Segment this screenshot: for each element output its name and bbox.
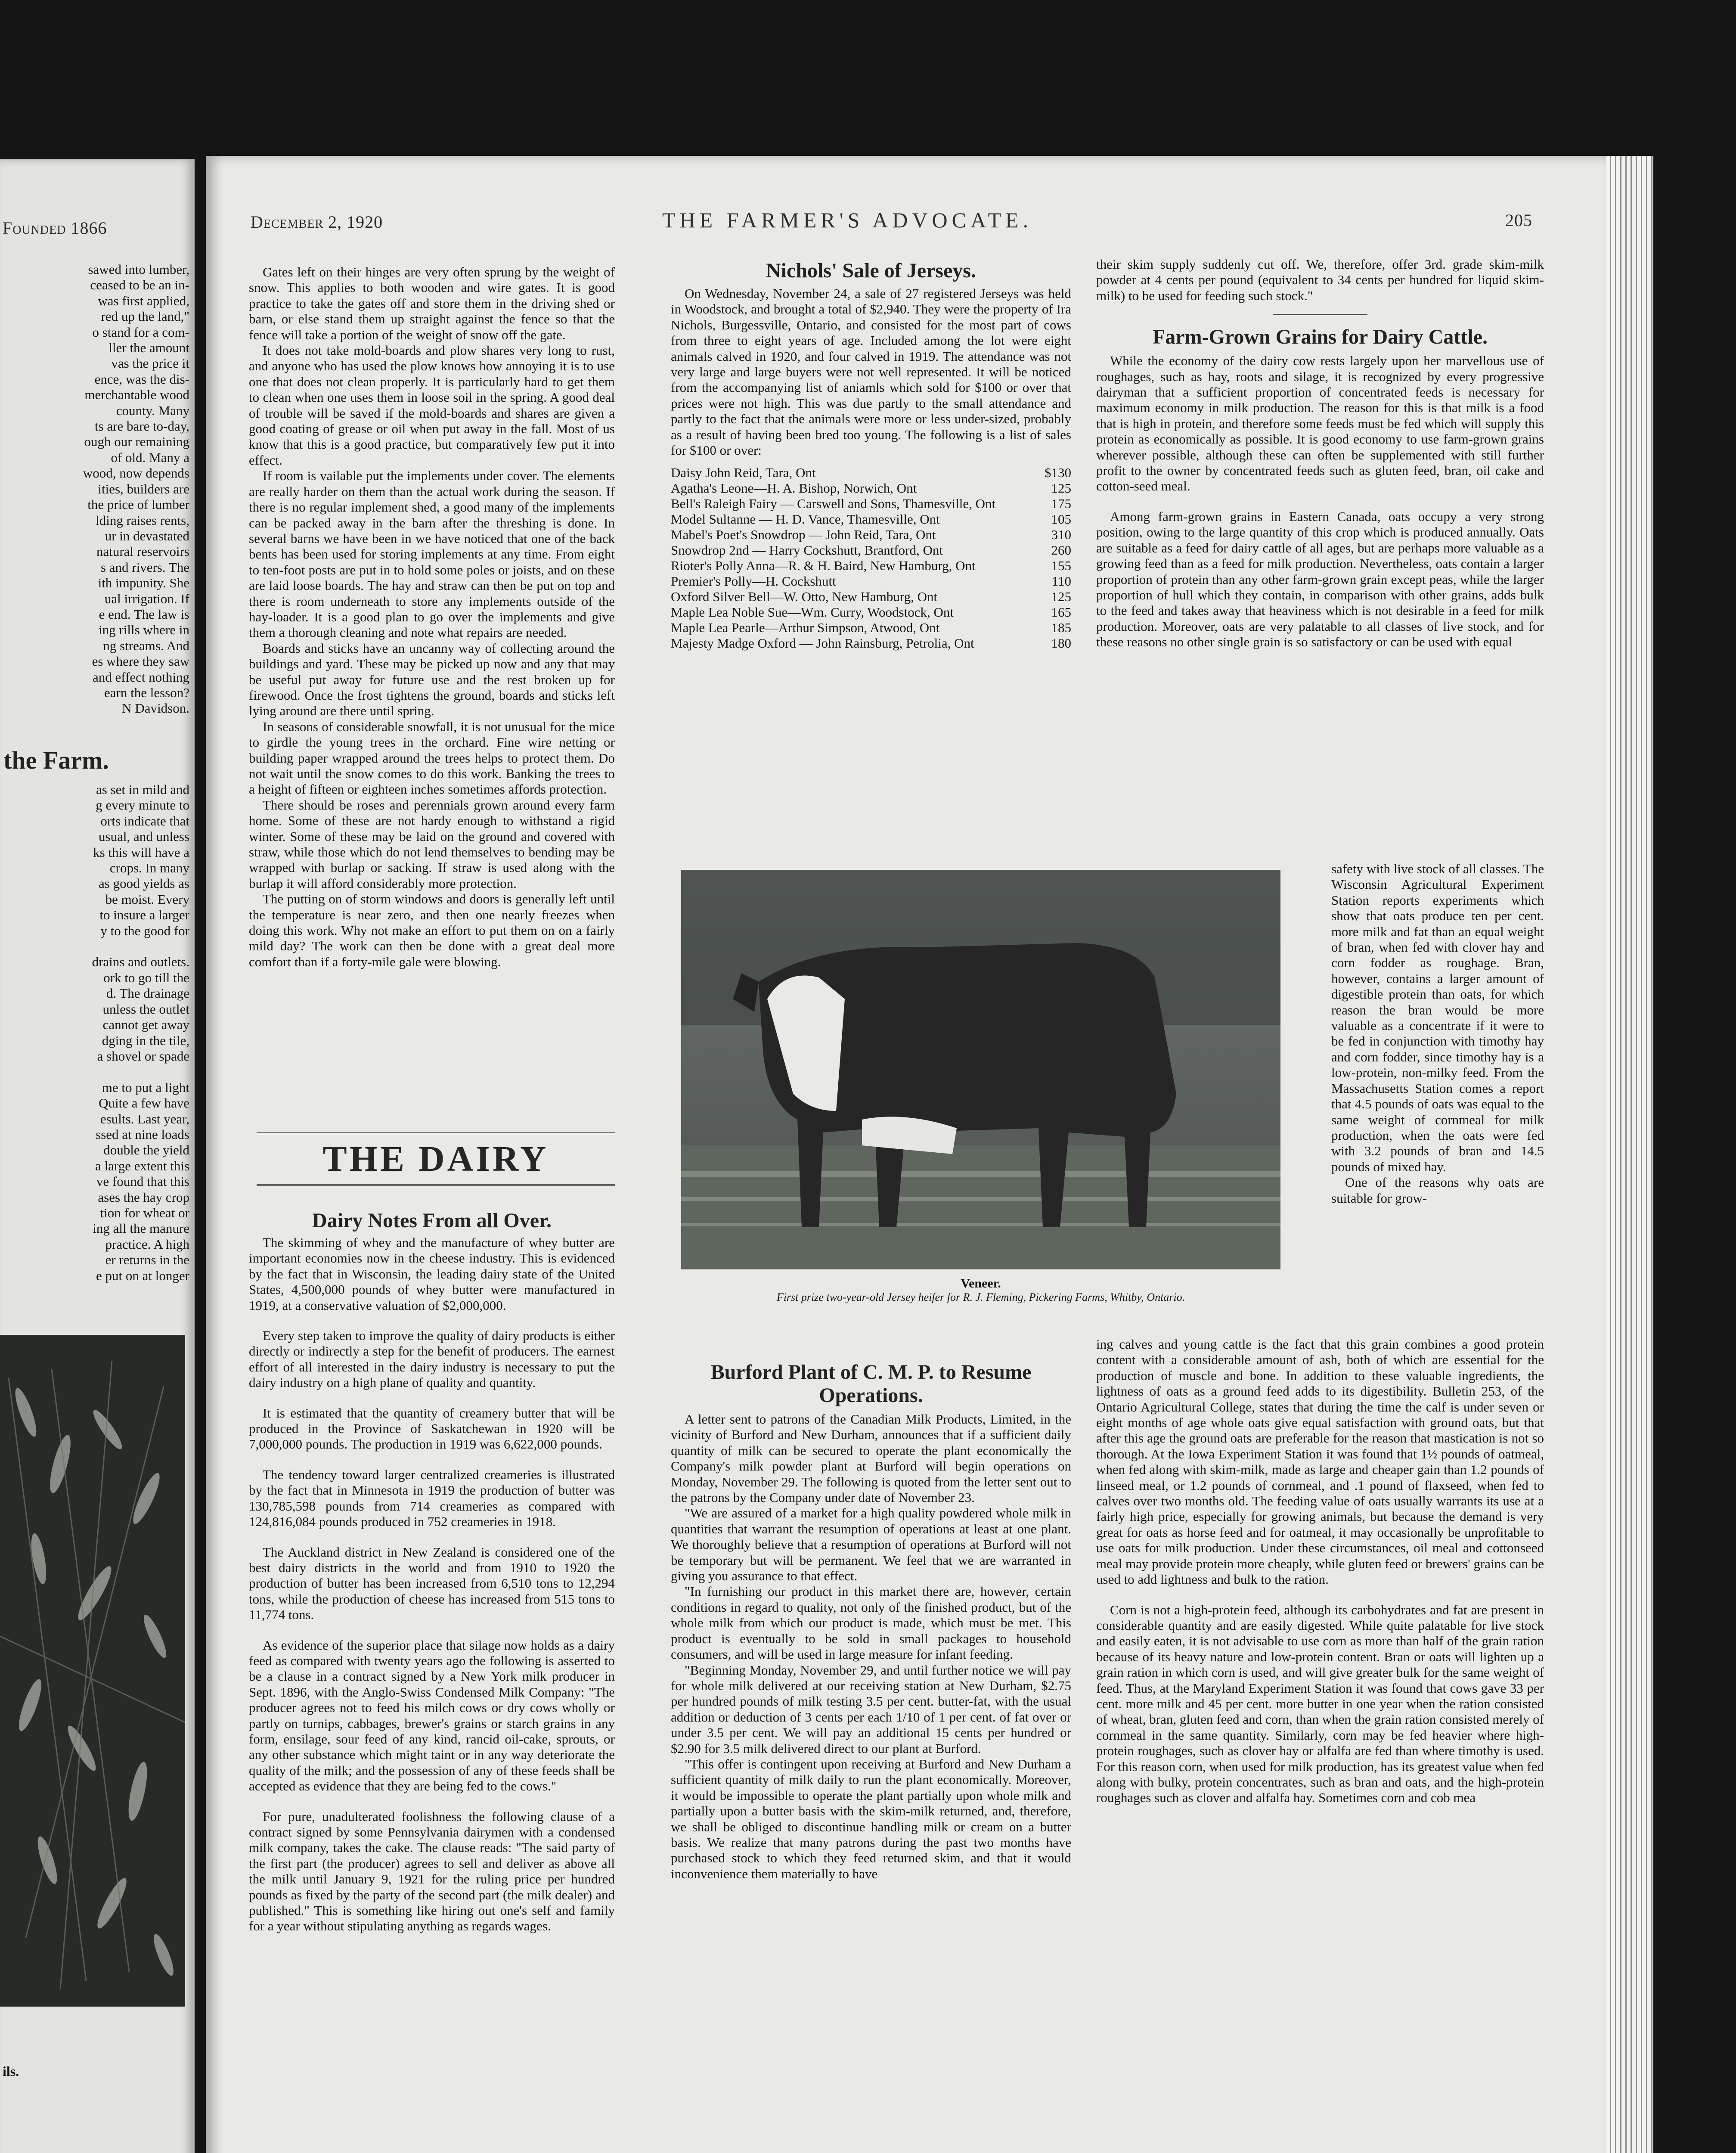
text-line: es where they saw — [92, 654, 189, 669]
sale-price: $130 — [1045, 465, 1071, 481]
text-line: d. The drainage — [106, 986, 189, 1001]
paragraph: The putting on of storm windows and doors is generally left until the temperature is near zero, and then one nearly freezes when doing this work. Why not make an effort to put them on on a fairly mild day? The work can then be done with a great deal more comfort than if a forty-mile gale were blowing. — [249, 891, 615, 969]
paragraph: Boards and sticks have an uncanny way of collecting around the buildings and yard. These may be picked up now and any that may be useful put away for future use and the rest broken up for firewood. Once the frost tightens the ground, boards and sticks left lying around are there until spring. — [249, 640, 615, 719]
paragraph: A letter sent to patrons of the Canadian Milk Products, Limited, in the vicinity of Burford and New Durham, announces that if a sufficient daily quantity of milk can be secured to operate the plant economically the Company's milk powder plant at Burford will begin operations on Monday, November 29. The following is quoted from the letter sent out to the patrons by the Company under date of November 23. — [671, 1412, 1071, 1505]
dairy-notes-title: Dairy Notes From all Over. — [312, 1209, 552, 1232]
text-line: ual irrigation. If — [104, 591, 189, 606]
grains-paragraph-2: Among farm-grown grains in Eastern Canada, oats occupy a very strong position, owing to the large quantity of this crop which is produced annually. Oats are suitable as a feed for dairy cattle of all ages, but are perhaps more valuable as a growing feed than as a feed for milk production. Nevertheless, oats contain a larger proportion of protein than any other farm-grown grain except peas, while the larger proportion of hull which they contain, in comparison with other grains, adds bulk to the feed and takes away that heaviness which is not desirable in a feed for milk production. Moreover, oats are very palatable to all classes of live stock, and for these reasons no other single grain is so satisfactory or can be used with equal — [1096, 509, 1544, 650]
sale-animal-buyer: Mabel's Poet's Snowdrop — John Reid, Tara, Ont — [671, 527, 936, 543]
sale-animal-buyer: Snowdrop 2nd — Harry Cockshutt, Brantford, Ont — [671, 543, 943, 558]
left-heading: the Farm. — [3, 746, 109, 774]
text-line: Quite a few have — [99, 1095, 189, 1111]
text-line: usual, and unless — [99, 829, 189, 844]
text-line: ng streams. And — [103, 638, 189, 653]
sale-row — [671, 481, 1071, 496]
paragraph: As evidence of the superior place that silage now holds as a dairy feed as compared with twenty years ago the following is asserted to be a clause in a contract signed by a New York milk producer in Sept. 1896, with the Anglo-Swiss Condensed Milk Company: "The producer agrees not to feed his milch cows or dry cows wholly or partly on turnips, cabbages, brewer's grains or starch grains in any form, ensilage, sour feed of any kind, rancid oil-cake, sprouts, or any other substance which might taint or in any way deteriorate the quality of the milk; and the possession of any of these feeds shall be accepted as evidence that they are being fed to the cows." — [249, 1637, 615, 1794]
text-line: me to put a light — [102, 1080, 189, 1095]
text-line: sawed into lumber, — [88, 262, 189, 277]
text-line: N Davidson. — [122, 701, 189, 716]
sale-price: 310 — [1051, 527, 1071, 543]
sale-price: 125 — [1051, 589, 1071, 605]
sale-animal-buyer: Rioter's Polly Anna—R. & H. Baird, New Hamburg, Ont — [671, 558, 976, 574]
text-line: cannot get away — [102, 1017, 189, 1033]
sale-price: 155 — [1051, 558, 1071, 574]
grains-narrow-text-2: One of the reasons why oats are suitable for grow- — [1331, 1175, 1544, 1206]
text-line: be moist. Every — [105, 891, 189, 907]
text-line: y to the good for — [100, 923, 189, 938]
sale-animal-buyer: Maple Lea Noble Sue—Wm. Curry, Woodstock, Ont — [671, 605, 954, 620]
grains-narrow-column — [1331, 861, 1544, 1206]
sale-row — [671, 558, 1071, 574]
sale-animal-buyer: Maple Lea Pearle—Arthur Simpson, Atwood, Ont — [671, 620, 940, 636]
text-line: a large extent this — [95, 1158, 189, 1173]
sale-price: 260 — [1051, 543, 1071, 558]
sale-price: 125 — [1051, 481, 1071, 496]
text-line: lding raises rents, — [96, 512, 189, 528]
text-line — [0, 939, 189, 954]
text-line: g every minute to — [96, 797, 189, 813]
left-page-photo — [0, 1335, 185, 2007]
paragraph: The tendency toward larger centralized creameries is illustrated by the fact that in Minnesota in 1919 the production of butter was 130,785,598 pounds from 714 creameries as compared with 124,816,084 pounds produced in 752 creameries in 1918. — [249, 1467, 615, 1529]
text-line: ceased to be an in- — [90, 277, 189, 293]
sale-row — [671, 527, 1071, 543]
grains-paragraph-1: While the economy of the dairy cow rests largely upon her marvellous use of roughages, such as hay, roots and silage, it is recognized by every progressive dairyman that a sufficient proportion of concentrated feeds is necessary for maximum economy in milk production. The reason for this is that milk is a food that is high in protein, and therefore some feeds must be fed which will supply this protein as economically as possible. It is good economy to use farm-grown grains wherever possible, although these can often be supplemented with still further profit to the owner by concentrated feeds such as gluten feed, bran, oil cake and cotton-seed meal. — [1096, 353, 1544, 494]
text-line: and effect nothing — [93, 669, 189, 685]
grain-sheaf-photo — [0, 1335, 185, 2007]
paragraph: In seasons of considerable snowfall, it is not unusual for the mice to girdle the young trees in the orchard. Fine wire netting or building paper wrapped around the trees helps to protect them. Do not wait until the snow comes to do this work. Banking the trees to a height of fifteen or eighteen inches sometimes affords protection. — [249, 719, 615, 797]
grains-paragraph-4: Corn is not a high-protein feed, although its carbohydrates and fat are present in considerable quantity and are easily digested. While quite palatable for live stock and easily eaten, it is not advisable to use corn as more than half of the grain ration because of its heavy nature and low-protein content. Bran or oats will lighten up a grain ration in which corn is used, and will give greater bulk for the same weight of feed. Thus, at the Maryland Experiment Station it was found that cows gave 33 per cent. more milk and 45 per cent. more butter in one year when the ration consisted of wheat, bran, gluten feed and corn, than when the grain ration consisted merely of cornmeal in the same quantity. Similarly, corn may be fed heavier where high-protein roughages, such as clover hay or alfalfa are fed than where timothy is used. For this reason corn, when used for milk production, has its greatest value when fed along with bulky, protein concentrates, such as bran and oats, and the high-protein roughages such as clover and alfalfa hay. Sometimes corn and cob mea — [1096, 1602, 1544, 1806]
text-line: unless the outlet — [102, 1001, 189, 1017]
text-line: ases the hay crop — [98, 1189, 189, 1205]
paragraph: If room is vailable put the implements under cover. The elements are really harder on them than the actual work during the season. If there is no regular implement shed, a good many of the implements can be packed away in the barn after the threshing is done. In several barns we have been in we have noticed that one of the back bents has been used for storing implements at any time. From eight to ten-foot posts are put in to hold some poles or joists, and on these are laid loose boards. The hay and straw can then be put on top and there is room underneath to store any implements outside of the hay-loader. It is a good plan to go over the implements and give them a thorough cleaning and note what repairs are needed. — [249, 468, 615, 640]
sales-list — [671, 465, 1071, 651]
text-line: wood, now depends — [83, 465, 189, 481]
text-line: as good yields as — [99, 876, 189, 891]
text-line: red up the land," — [101, 309, 189, 324]
column-1-farm-notes — [249, 264, 615, 970]
text-line: ing all the manure — [93, 1221, 189, 1236]
dairy-notes-text — [249, 1235, 615, 1934]
paragraph: "Beginning Monday, November 29, and until further notice we will pay for whole milk delivered at our receiving station at New Durham, $2.75 per hundred pounds of milk testing 3.5 per cent. butter-fat, with the usual addition or deduction of 3 cents per each 1/10 of 1 per cent. of fat over or under 3.5 per cent. We will pay an additional 15 cents per hundred or $2.90 for 3.5 milk delivered direct to our plant at Burford. — [671, 1662, 1071, 1756]
text-line: orts indicate that — [100, 813, 189, 828]
paragraph: The Auckland district in New Zealand is considered one of the best dairy districts in the world and from 1910 to 1920 the production of butter has been increased from 6,510 tons to 12,294 tons, while the production of cheese has increased from 515 tons to 11,774 tons. — [249, 1544, 615, 1623]
sale-row — [671, 589, 1071, 605]
text-line: as set in mild and — [96, 782, 189, 797]
burford-title: Burford Plant of C. M. P. to Resume Operations. — [710, 1361, 1032, 1407]
grains-title: Farm-Grown Grains for Dairy Cattle. — [1152, 326, 1488, 349]
left-page — [0, 159, 195, 2153]
paragraph: It is estimated that the quantity of creamery butter that will be produced in the Province of Saskatchewan in 1920 will be 7,000,000 pounds. The production in 1919 was 6,622,000 pounds. — [249, 1405, 615, 1452]
dairy-banner-text: THE DAIRY — [322, 1139, 549, 1179]
sale-price: 175 — [1051, 496, 1071, 512]
jersey-heifer-photo — [681, 870, 1280, 1269]
sale-price: 105 — [1051, 512, 1071, 527]
text-line: ough our remaining — [84, 434, 189, 450]
sale-animal-buyer: Daisy John Reid, Tara, Ont — [671, 465, 816, 481]
text-line: ssed at nine loads — [96, 1126, 189, 1142]
sale-animal-buyer: Premier's Polly—H. Cockshutt — [671, 574, 836, 589]
sale-price: 185 — [1051, 620, 1071, 636]
left-column-mid-text — [0, 782, 189, 1284]
grains-lower-text — [1096, 1337, 1544, 1806]
text-line: ing rills where in — [99, 622, 189, 638]
sale-row — [671, 512, 1071, 527]
sale-row — [671, 574, 1071, 589]
photo-caption-subtitle: First prize two-year-old Jersey heifer for R. J. Fleming, Pickering Farms, Whitby, Ontario. — [776, 1291, 1185, 1303]
paragraph: Every step taken to improve the quality of dairy products is either directly or indirectly a step for the benefit of producers. The earnest effort of all interested in the dairy industry is necessary to put the dairy industry on a high plane of quality and quantity. — [249, 1328, 615, 1390]
sale-row — [671, 636, 1071, 651]
photo-caption-title: Veneer. — [961, 1276, 1001, 1291]
cow-photo-illustration — [681, 870, 1280, 1269]
text-line: e end. The law is — [99, 606, 189, 622]
left-column-top-text — [0, 262, 189, 717]
text-line: e put on at longer — [96, 1268, 189, 1283]
left-running-head: Founded 1866 — [3, 218, 107, 238]
grains-narrow-text: safety with live stock of all classes. The Wisconsin Agricultural Experiment Station reports experiments which show that oats produce ten per cent. more milk and fat than an equal weight of bran, when fed with clover hay and corn fodder as roughage. Bran, however, contains a larger amount of digestible protein than oats, for which reason the bran would be more valuable as a concentrate if it were to be fed in conjunction with timothy hay and corn fodder, since timothy hay is a low-protein, non-milky feed. From the Massachusetts Station comes a report that 4.5 pounds of oats was equal to the same weight of cornmeal for milk production, when the oats were fed with 3.2 pounds of bran and 14.5 pounds of mixed hay. — [1331, 861, 1544, 1174]
dairy-banner — [257, 1132, 615, 1186]
grains-paragraph-3: ing calves and young cattle is the fact that this grain combines a good protein content with a considerable amount of ash, both of which are essential for the production of muscle and bone. In addition to these valuable ingredients, the lightness of oats as a ground feed adds to its digestibility. Bulletin 253, of the Ontario Agricultural College, states that during the time the calf is under seven or eight months of age whole oats give equal satisfaction with ground oats, but that after this age the ground oats are preferable for the reason that mastication is not so thorough. At the Iowa Experiment Station it was found that 1½ pounds of oatmeal, when fed along with skim-milk, made as large and cheaper gain than 1.2 pounds of linseed meal, or 1.2 pounds of cornmeal, and .1 pound of flaxseed, when fed to calves over two months old. The feeding value of oats usually warrants its use at a fairly high price, especially for growing animals, but because the demand is very great for oats as horse feed and for oatmeal, it may occasionally be unprofitable to use oats for milk production. Under these circumstances, oil meal and cottonseed meal may provide protein more cheaply, while gluten feed or brewers' grains can be used to add lightness and bulk to the ration. — [1096, 1337, 1544, 1587]
paragraph: "We are assured of a market for a high quality powdered whole milk in quantities that warrant the resumption of operations at least at one plant. We thoroughly believe that a resumption of operations at Burford will not be temporary but will be permanent. We feel that we are warranted in giving you assurance to that effect. — [671, 1505, 1071, 1584]
text-line: dging in the tile, — [102, 1033, 189, 1048]
right-page — [206, 156, 1606, 2153]
text-line: vas the price it — [111, 356, 189, 371]
sale-price: 165 — [1051, 605, 1071, 620]
text-line: crops. In many — [109, 860, 189, 876]
text-line: ence, was the dis- — [94, 371, 189, 387]
sale-animal-buyer: Model Sultanne — H. D. Vance, Thamesville, Ont — [671, 512, 940, 527]
text-line: county. Many — [116, 403, 189, 418]
masthead: THE FARMER'S ADVOCATE. — [662, 208, 1033, 232]
paragraph: It does not take mold-boards and plow shares very long to rust, and anyone who has used the plow knows how annoying it is to use one that does not clean properly. It is particularly hard to get them to clean when one uses them in loose soil in the spring. A good deal of trouble will be saved if the mold-boards and shares are given a good coating of grease or oil when put away in the fall. Most of us know that this is a good practice, but comparatively few put it into effect. — [249, 343, 615, 468]
text-line: ities, builders are — [98, 481, 189, 496]
page-number: 205 — [1505, 211, 1532, 230]
text-line: tion for wheat or — [100, 1205, 189, 1220]
text-line: ve found that this — [96, 1174, 189, 1189]
left-bottom-word: ils. — [3, 2063, 19, 2079]
sale-animal-buyer: Agatha's Leone—H. A. Bishop, Norwich, Ont — [671, 481, 917, 496]
text-line — [0, 1064, 189, 1080]
column-3-top-text: their skim supply suddenly cut off. We, therefore, offer 3rd. grade skim-milk powder at 4 cents per pound (equivalent to 34 cents per hundred for liquid skim-milk) to be used for feeding such stock." — [1096, 257, 1544, 303]
text-line: ller the amount — [108, 340, 189, 356]
text-line: to insure a larger — [99, 907, 189, 923]
burford-text — [671, 1412, 1071, 1882]
text-line: s and rivers. The — [100, 559, 189, 575]
text-line: practice. A high — [105, 1236, 189, 1252]
sale-row — [671, 605, 1071, 620]
nichols-title: Nichols' Sale of Jerseys. — [766, 259, 976, 282]
nichols-intro: On Wednesday, November 24, a sale of 27 registered Jerseys was held in Woodstock, and brought a total of $2,940. They were the property of Ira Nichols, Burgessville, Ontario, and consisted for the most part of cows from three to eight years of age. Included among the lot were eight animals calved in 1920, and four calved in 1919. The attendance was not very large and large buyers were not well represented. It will be noticed from the accompanying list of aniamls which sold for $100 or over that prices were not high. This was due partly to the small attendance and partly to the fact that the animals were more or less under-sized, probably as a result of having been bred too young. The following is a list of sales for $100 or over: — [671, 286, 1071, 458]
text-line: o stand for a com- — [92, 324, 189, 340]
sale-animal-buyer: Oxford Silver Bell—W. Otto, New Hamburg, Ont — [671, 589, 938, 605]
sale-row — [671, 496, 1071, 512]
paragraph: Gates left on their hinges are very often sprung by the weight of snow. This applies to both wooden and wire gates. It is good practice to take the gates off and store them in the driving shed or barn, or else stand them up straight against the fence so that the fence will take a portion of the weight of snow off the gate. — [249, 264, 615, 342]
paragraph: For pure, unadulterated foolishness the following clause of a contract signed by some Pennsylvania dairymen with a condensed milk company, takes the cake. The clause reads: "The said party of the first part (the producer) agrees to sell and deliver as above all the milk until January 9, 1921 for the ruling price per hundred pounds as fixed by the party of the second part (the milk dealer) and published." This is something like hiring out one's self and family for a year without stipulating anything as regards wages. — [249, 1809, 615, 1934]
text-line: earn the lesson? — [104, 685, 189, 700]
text-line: er returns in the — [105, 1252, 189, 1268]
text-line: was first applied, — [98, 293, 189, 308]
text-line: the price of lumber — [87, 497, 189, 512]
text-line: ith impunity. She — [98, 575, 189, 591]
paragraph: "This offer is contingent upon receiving at Burford and New Durham a sufficient quantity of milk daily to run the plant economically. Moreover, it would be impossible to operate the plant partially upon whole milk and partially upon a butter basis with the skim-milk returned, and, therefore, we shall be obliged to discontinue handling milk or cream on a butter basis. We realize that many patrons during the past two months have purchased stock to which they feed returned skim, and that it would inconvenience them materially to have — [671, 1756, 1071, 1881]
text-line: esults. Last year, — [100, 1111, 189, 1126]
sale-row — [671, 543, 1071, 558]
paragraph: There should be roses and perennials grown around every farm home. Some of these are not hardy enough to withstand a rigid winter. Some of these may be laid on the ground and covered with straw, while those which do not lend themselves to bending may be wrapped with burlap or sacking. If straw is used along with the burlap it will afford considerably more protection. — [249, 797, 615, 891]
text-line: natural reservoirs — [96, 544, 189, 559]
sale-animal-buyer: Majesty Madge Oxford — John Rainsburg, Petrolia, Ont — [671, 636, 974, 651]
text-line: a shovel or spade — [97, 1048, 189, 1064]
text-line: double the yield — [103, 1142, 189, 1158]
text-line: of old. Many a — [111, 450, 189, 465]
text-line: ks this will have a — [93, 844, 189, 860]
divider — [1273, 314, 1367, 315]
sale-animal-buyer: Bell's Raleigh Fairy — Carswell and Sons, Thamesville, Ont — [671, 496, 996, 512]
sale-row — [671, 465, 1071, 481]
page-edges — [1606, 156, 1653, 2153]
text-line: ork to go till the — [103, 970, 189, 985]
sale-price: 180 — [1051, 636, 1071, 651]
text-line: ts are bare to-day, — [94, 419, 189, 434]
sale-row — [671, 620, 1071, 636]
paragraph: "In furnishing our product in this market there are, however, certain conditions in regard to quality, not only of the finished product, but of the whole milk from which our product is made, which must be met. This product is eventually to be sold in small packages to household consumers, and will be used in large measure for infant feeding. — [671, 1584, 1071, 1662]
text-line: drains and outlets. — [92, 954, 189, 970]
text-line: ur in devastated — [105, 528, 189, 543]
paragraph: The skimming of whey and the manufacture of whey butter are important economies now in the cheese industry. This is evidenced by the fact that in Wisconsin, the leading dairy state of the United States, 4,500,000 pounds of whey butter were manufactured in 1919, at a conservative valuation of $2,000,000. — [249, 1235, 615, 1313]
sale-price: 110 — [1051, 574, 1071, 589]
page-date: December 2, 1920 — [251, 212, 383, 232]
text-line: merchantable wood — [84, 387, 189, 403]
